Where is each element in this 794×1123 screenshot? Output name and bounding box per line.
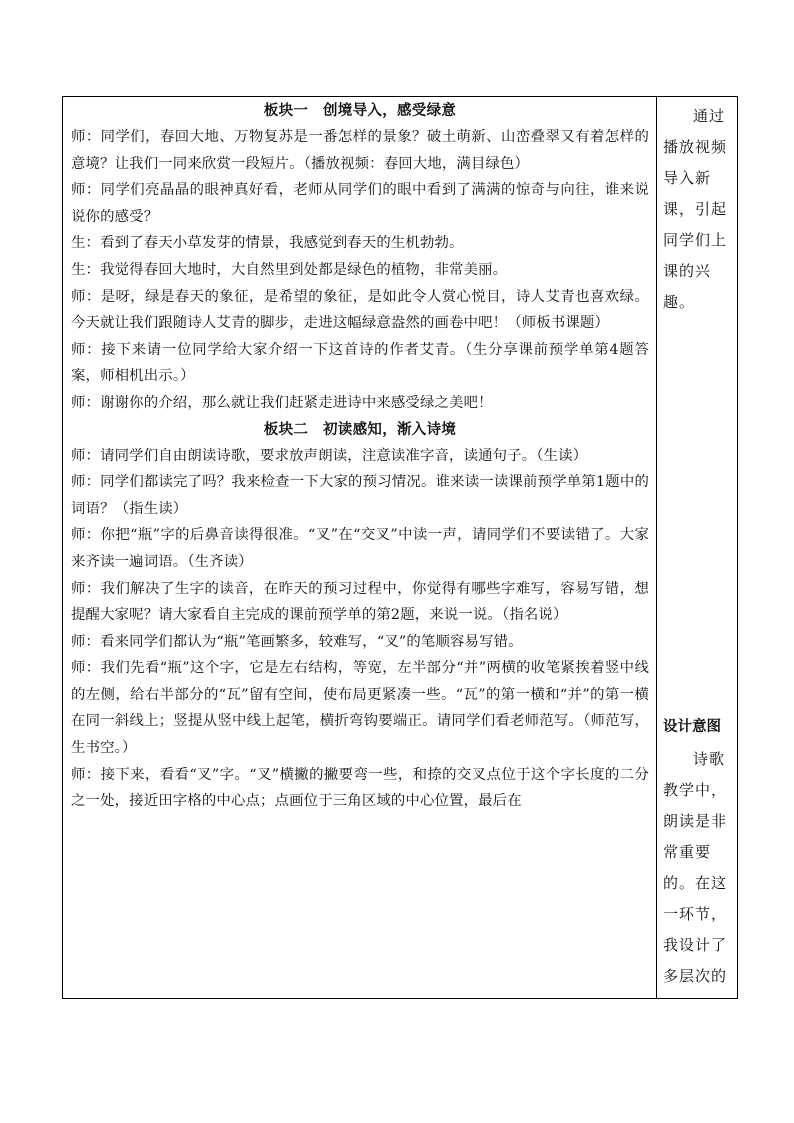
paragraph: 师：接下来，看看“叉”字。“叉”横撇的撇要弯一些，和捺的交叉点位于这个字长度的二分之一处，接近田字格的中心点；点画位于三角区域的中心位置，最后在 <box>71 766 649 810</box>
teaching-process-column <box>63 97 657 998</box>
paragraph: 生：我觉得春回大地时，大自然里到处都是绿色的植物，非常美丽。 <box>71 261 508 278</box>
section1-heading: 板块一 创境导入，感受绿意 <box>263 102 457 119</box>
design-intent-title: 设计意图 <box>663 718 721 735</box>
design-intent-column <box>657 97 737 998</box>
paragraph: 师：同学们都读完了吗？我来检查一下大家的预习情况。谁来读一读课前预学单第1题中的词语？（指生读） <box>71 474 649 517</box>
paragraph: 师：你把“瓶”字的后鼻音读得很准。“叉”在“交叉”中读一声，请同学们不要读错了。大家来齐读一遍词语。（生齐读） <box>71 527 649 570</box>
paragraph: 师：我们先看“瓶”这个字，它是左右结构，等宽，左半部分“并”两横的收笔紧挨着竖中线的左侧，给右半部分的“瓦”留有空间，使布局更紧凑一些。“瓦”的第一横和“并”的第一横在同一斜线上；竖提从竖中线上起笔，横折弯钩要端正。请同学们看老师范写。（师范写，生书空。） <box>71 660 649 757</box>
paragraph: 师：谢谢你的介绍，那么就让我们赶紧走进诗中来感受绿之美吧！ <box>71 394 493 411</box>
paragraph: 生：看到了春天小草发芽的情景，我感觉到春天的生机勃勃。 <box>71 235 464 252</box>
paragraph: 师：是呀，绿是春天的象征，是希望的象征，是如此令人赏心悦目，诗人艾青也喜欢绿。今天就让我们跟随诗人艾青的脚步，走进这幅绿意盎然的画卷中吧！（师板书课题） <box>71 288 649 332</box>
section2-heading: 板块二 初读感知，渐入诗境 <box>263 420 457 438</box>
design-note-2: 诗歌教学中，朗读是非常重要的。在这一环节，我设计了多层次的 <box>663 750 728 985</box>
paragraph: 师：同学们亮晶晶的眼神真好看，老师从同学们的眼中看到了满满的惊奇与向往，谁来说说你的感受？ <box>71 182 649 225</box>
design-note-1: 通过播放视频导入新课，引起同学们上课的兴趣。 <box>663 107 728 311</box>
paragraph: 师：请同学们自由朗读诗歌，要求放声朗读，注意读准字音，读通句子。（生读） <box>71 447 588 464</box>
paragraph: 师：接下来请一位同学给大家介绍一下这首诗的作者艾青。（生分享课前预学单第4题答案，师相机出示。） <box>71 341 649 385</box>
paragraph: 师：我们解决了生字的读音，在昨天的预习过程中，你觉得有哪些字难写，容易写错，想提醒大家呢？请大家看自主完成的课前预学单的第2题，来说一说。（指名说） <box>71 580 649 624</box>
lesson-plan-table <box>62 96 738 999</box>
paragraph: 师：看来同学们都认为“瓶”笔画繁多，较难写，“叉”的笔顺容易写错。 <box>71 633 523 650</box>
paragraph: 师：同学们，春回大地、万物复苏是一番怎样的景象？破土萌新、山峦叠翠又有着怎样的意境？让我们一同来欣赏一段短片。（播放视频：春回大地，满目绿色） <box>71 129 649 172</box>
